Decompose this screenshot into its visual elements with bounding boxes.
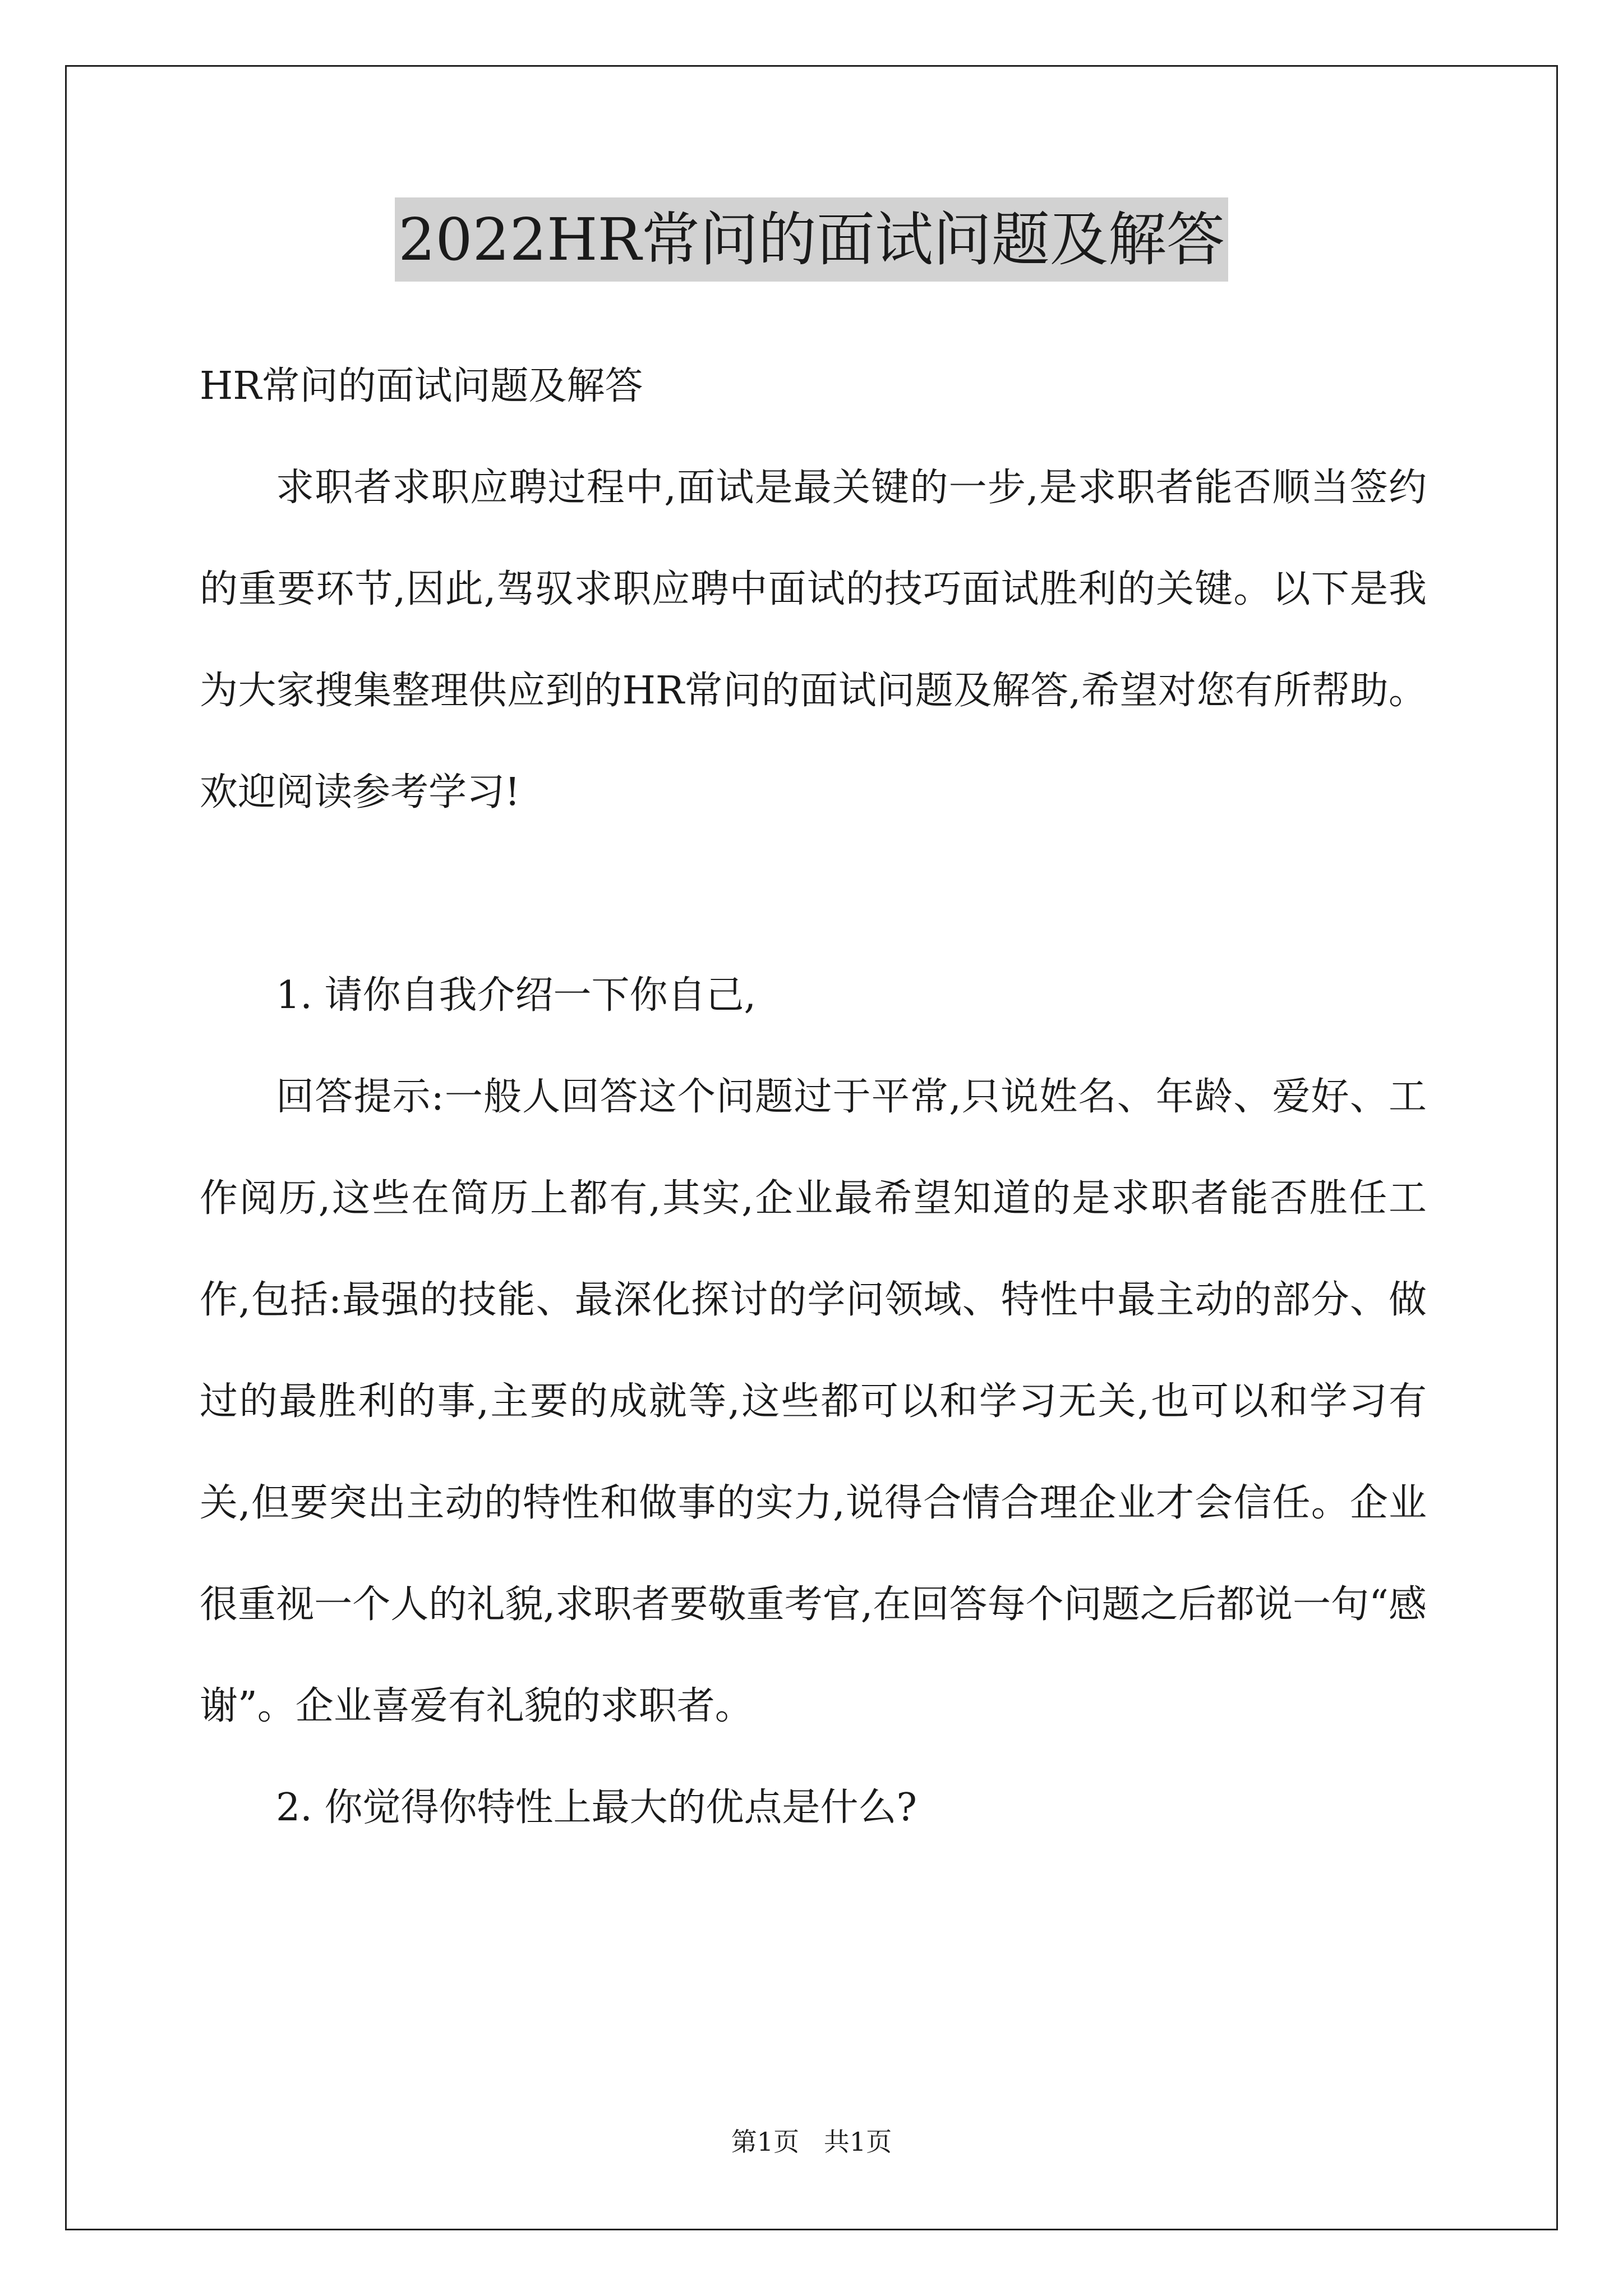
page-footer: 第1页 共1页 (731, 2127, 892, 2157)
title-container (0, 197, 1623, 282)
document-subtitle: HR常问的面试问题及解答 (200, 364, 643, 408)
answer-1: 回答提示:一般人回答这个问题过于平常,只说姓名、年龄、爱好、工作阅历,这些在简历上都有,其实,企业最希望知道的是求职者能否胜任工作,包括:最强的技能、最深化探讨的学问领域、特性中最主动的部分、做过的最胜利的事,主要的成就等,这些都可以和学习无关,也可以和学习有关,但要突出主动的特性和做事的实力,说得合情合理企业才会信任。企业很重视一个人的礼貌,求职者要敬重考官,在回答每个问题之后都说一句“感谢”。企业喜爱有礼貌的求职者。 (200, 1075, 1427, 1728)
question-2: 2. 你觉得你特性上最大的优点是什么? (276, 1786, 917, 1830)
paragraph-spacer (200, 843, 1427, 945)
document-title: 2022HR常问的面试问题及解答 (395, 197, 1228, 282)
question-1: 1. 请你自我介绍一下你自己, (276, 973, 757, 1018)
document-body (200, 335, 1427, 1858)
intro-paragraph: 求职者求职应聘过程中,面试是最关键的一步,是求职者能否顺当签约的重要环节,因此,驾驭求职应聘中面试的技巧面试胜利的关键。以下是我为大家搜集整理供应到的HR常问的面试问题及解答,希望对您有所帮助。欢迎阅读参考学习! (200, 466, 1427, 815)
